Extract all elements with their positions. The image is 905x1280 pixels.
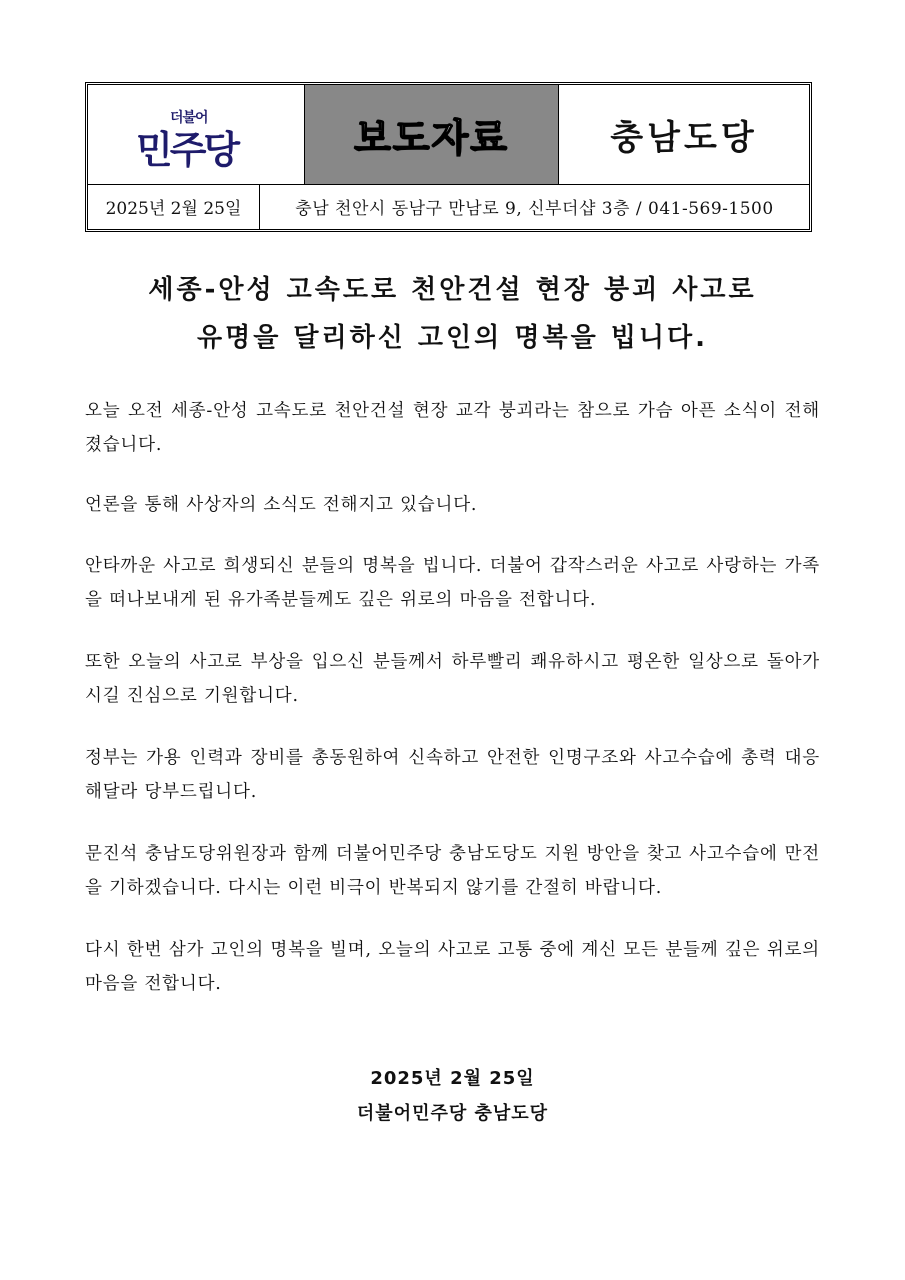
headline-line-1: 세종-안성 고속도로 천안건설 현장 붕괴 사고로: [148, 275, 757, 305]
body-paragraph: 언론을 통해 사상자의 소식도 전해지고 있습니다.: [85, 495, 478, 515]
office-address: 충남 천안시 동남구 만남로 9, 신부더샵 3층 / 041-569-1500: [295, 199, 774, 219]
closing-date: 2025년 2월 25일: [370, 1068, 535, 1089]
body-paragraph: 문진석 충남도당위원장과 함께 더불어민주당 충남도당도 지원 방안을 찾고 사고수습에 만전을 기하겠습니다. 다시는 이런 비극이 반복되지 않기를 간절히 바랍니다.: [85, 844, 820, 898]
body-paragraph: 또한 오늘의 사고로 부상을 입으신 분들께서 하루빨리 쾌유하시고 평온한 일상으로 돌아가시길 진심으로 기원합니다.: [85, 652, 820, 706]
party-logo: [88, 85, 305, 184]
press-release-title: 보도자료: [354, 116, 509, 160]
press-release-cell: [305, 85, 559, 184]
body-paragraph: 안타까운 사고로 희생되신 분들의 명복을 빕니다. 더불어 갑작스러운 사고로 사랑하는 가족을 떠나보내게 된 유가족분들께도 깊은 위로의 마음을 전합니다.: [85, 556, 820, 610]
party-branch-cell: [559, 85, 809, 184]
party-branch-name: 충남도당: [610, 118, 758, 158]
body-paragraph: 다시 한번 삼가 고인의 명복을 빌며, 오늘의 사고로 고통 중에 계신 모든 분들께 깊은 위로의 마음을 전합니다.: [85, 940, 820, 994]
press-header-table: [85, 82, 812, 232]
logo-main-text: 민주당: [136, 128, 238, 172]
header-bottom-row: [88, 184, 809, 229]
headline-line-2: 유명을 달리하신 고인의 명복을 빕니다.: [197, 323, 708, 353]
body-paragraph: 정부는 가용 인력과 장비를 총동원하여 신속하고 안전한 인명구조와 사고수습에 총력 대응해달라 당부드립니다.: [85, 748, 820, 802]
header-top-row: [88, 85, 809, 185]
body-paragraph: 오늘 오전 세종-안성 고속도로 천안건설 현장 교각 붕괴라는 참으로 가슴 아픈 소식이 전해졌습니다.: [85, 401, 820, 455]
release-date: 2025년 2월 25일: [88, 184, 260, 229]
closing-signature: 더불어민주당 충남도당: [356, 1103, 549, 1124]
logo-subtext: 더불어: [170, 110, 208, 126]
